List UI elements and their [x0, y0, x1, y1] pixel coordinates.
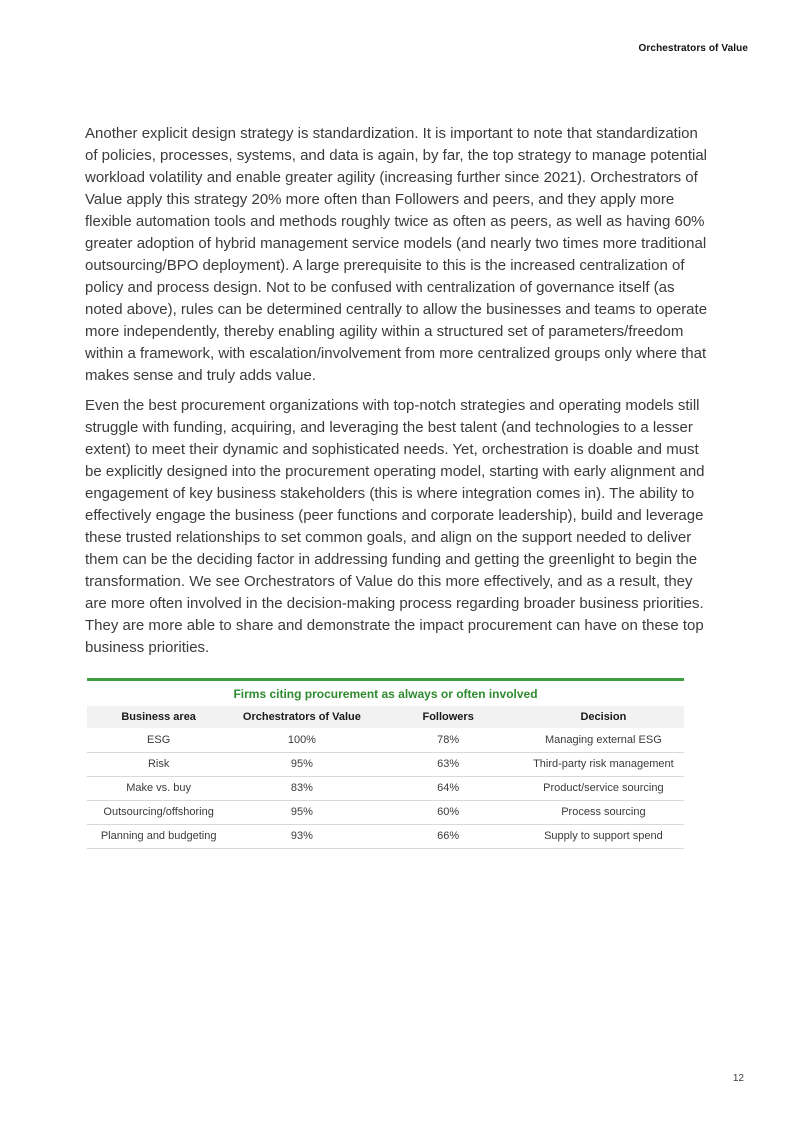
table-row [87, 800, 684, 824]
table-header-row [87, 706, 684, 728]
table-row [87, 824, 684, 848]
paragraph-talent-engagement: Even the best procurement organizations with top-notch strategies and operating models still struggle with funding, acquiring, and leveraging the best talent (and technologies to a lesser extent) to meet their dynamic and sophisticated needs. Yet, orchestration is doable and must be explicitly designed into the procurement operating model, starting with early alignment and engagement of key business stakeholders (this is where integration comes in). The ability to effectively engage the business (peer functions and corporate leadership), build and leverage these trusted relationships to set common goals, and align on the support needed to deliver them can be the deciding factor in addressing funding and getting the greenlight to begin the transformation. We see Orchestrators of Value do this more effectively, and as a result, they are more often involved in the decision-making process regarding broader business priorities. They are more able to share and demonstrate the impact procurement can have on these top business priorities. [85, 397, 705, 656]
table-title: Firms citing procurement as always or often involved [233, 687, 538, 701]
page-number: 12 [732, 1073, 744, 1084]
column-header-orchestrators: Orchestrators of Value [230, 706, 373, 728]
cell-orchestrators-value: 93% [230, 824, 373, 848]
column-header-followers: Followers [374, 706, 523, 728]
cell-followers-value: 60% [374, 800, 523, 824]
cell-business-area: ESG [87, 728, 230, 752]
paragraph-standardization: Another explicit design strategy is standardization. It is important to note that standardization of policies, processes, systems, and data is again, by far, the top strategy to manage potential workload volatility and enable greater agility (increasing further since 2021). Orchestrators of Value apply this strategy 20% more often than Followers and peers, and they apply more flexible automation tools and methods roughly twice as often as peers, as well as having 60% greater adoption of hybrid management service models (and nearly two times more traditional outsourcing/BPO deployment). A large prerequisite to this is the increased centralization of policy and process design. Not to be confused with centralization of governance itself (as noted above), rules can be determined centrally to allow the businesses and teams to operate more independently, thereby enabling agility within a structured set of parameters/freedom within a framework, with escalation/involvement from more centralized groups only where that makes sense and truly adds value. [85, 125, 708, 384]
cell-business-area: Risk [87, 752, 230, 776]
involvement-table [87, 706, 684, 849]
cell-followers-value: 66% [374, 824, 523, 848]
column-header-decision: Decision [523, 706, 684, 728]
page-content [85, 123, 711, 849]
cell-orchestrators-value: 83% [230, 776, 373, 800]
cell-orchestrators-value: 95% [230, 800, 373, 824]
cell-followers-value: 64% [374, 776, 523, 800]
table-row [87, 776, 684, 800]
cell-followers-value: 78% [374, 728, 523, 752]
cell-orchestrators-value: 95% [230, 752, 373, 776]
cell-followers-value: 63% [374, 752, 523, 776]
cell-orchestrators-value: 100% [230, 728, 373, 752]
cell-decision: Third-party risk management [523, 752, 684, 776]
cell-business-area: Planning and budgeting [87, 824, 230, 848]
cell-business-area: Outsourcing/offshoring [87, 800, 230, 824]
cell-decision: Managing external ESG [523, 728, 684, 752]
cell-business-area: Make vs. buy [87, 776, 230, 800]
cell-decision: Product/service sourcing [523, 776, 684, 800]
table-row [87, 728, 684, 752]
cell-decision: Process sourcing [523, 800, 684, 824]
table-row [87, 752, 684, 776]
cell-decision: Supply to support spend [523, 824, 684, 848]
involvement-table-block [87, 678, 684, 849]
column-header-business-area: Business area [87, 706, 230, 728]
running-head: Orchestrators of Value [638, 43, 748, 54]
